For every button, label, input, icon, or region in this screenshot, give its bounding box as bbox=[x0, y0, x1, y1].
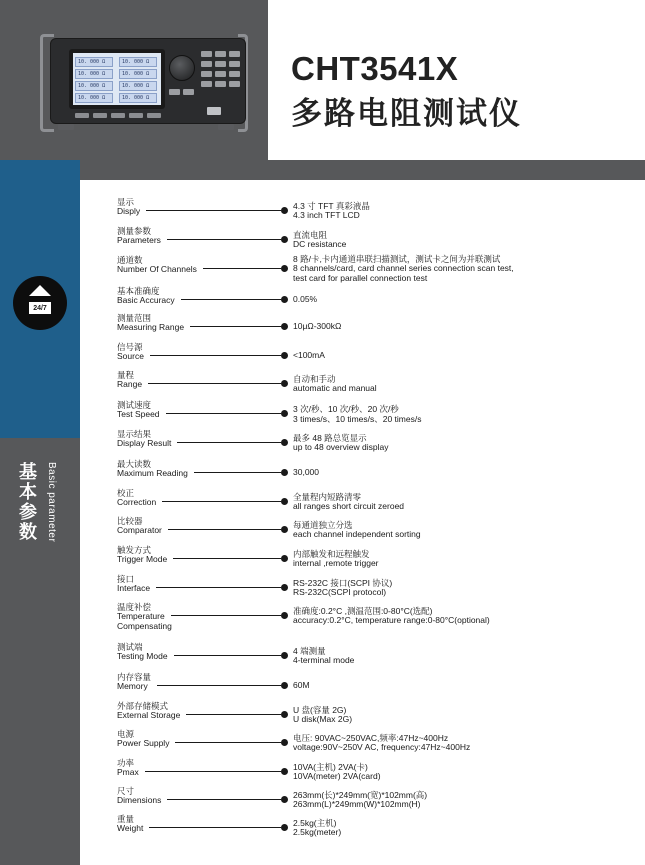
spec-value: DC resistance bbox=[293, 239, 347, 249]
spec-value: 3 次/秒、10 次/秒、20 次/秒 bbox=[293, 404, 399, 414]
bullet-dot-icon bbox=[281, 323, 288, 330]
spec-label-cn: 量程 bbox=[117, 370, 135, 380]
spec-label-cn: 接口 bbox=[117, 574, 135, 584]
spec-value: 4.3 inch TFT LCD bbox=[293, 210, 360, 220]
leader-line bbox=[171, 615, 281, 616]
bullet-dot-icon bbox=[281, 207, 288, 214]
screen-cell: 10. 000 Ω bbox=[75, 57, 113, 67]
bullet-dot-icon bbox=[281, 498, 288, 505]
bullet-dot-icon bbox=[281, 555, 288, 562]
spec-label-cn: 外部存储模式 bbox=[117, 701, 169, 711]
instrument-foot bbox=[218, 124, 234, 130]
spec-value: 4 端测量 bbox=[293, 646, 326, 656]
spec-label-en: Disply bbox=[117, 206, 141, 216]
softkey-icon bbox=[129, 113, 143, 118]
spec-label-cn: 触发方式 bbox=[117, 545, 152, 555]
spec-label-cn: 内存容量 bbox=[117, 672, 152, 682]
keypad-key-icon bbox=[215, 81, 226, 87]
bullet-dot-icon bbox=[281, 526, 288, 533]
spec-value: 10VA(主机) 2VA(卡) bbox=[293, 762, 368, 772]
spec-label-cn: 功率 bbox=[117, 758, 135, 768]
spec-value: 每通道独立分选 bbox=[293, 520, 353, 530]
keypad-key-icon bbox=[201, 51, 212, 57]
spec-label-cn: 显示结果 bbox=[117, 429, 152, 439]
spec-value: 263mm(L)*249mm(W)*102mm(H) bbox=[293, 799, 421, 809]
keypad-key-icon bbox=[201, 61, 212, 67]
spec-value: voltage:90V~250V AC, frequency:47Hz~400Hz bbox=[293, 742, 471, 752]
keypad-key-icon bbox=[229, 81, 240, 87]
keypad-key-icon bbox=[183, 89, 194, 95]
keypad-key-icon bbox=[229, 71, 240, 77]
spec-label-en: Range bbox=[117, 379, 143, 389]
spec-label-en: Interface bbox=[117, 583, 151, 593]
spec-label-cn: 比较器 bbox=[117, 516, 143, 526]
bullet-dot-icon bbox=[281, 296, 288, 303]
spec-label-cn: 最大读数 bbox=[117, 459, 152, 469]
instrument-foot bbox=[58, 124, 74, 130]
spec-value: 60M bbox=[293, 680, 310, 690]
spec-value: 直流电阻 bbox=[293, 230, 328, 240]
spec-value: 最多 48 路总览显示 bbox=[293, 433, 367, 443]
model-title: CHT3541X bbox=[291, 50, 459, 87]
leader-line bbox=[166, 413, 281, 414]
spec-value: RS-232C 接口(SCPI 协议) bbox=[293, 578, 393, 588]
screen-cell: 10. 000 Ω bbox=[119, 57, 157, 67]
leader-line bbox=[177, 442, 281, 443]
header-bottom-band bbox=[80, 160, 645, 180]
spec-label-cn: 基本准确度 bbox=[117, 286, 160, 296]
usb-port-icon bbox=[207, 107, 221, 115]
leader-line bbox=[157, 685, 281, 686]
spec-value: 3 times/s、10 times/s、20 times/s bbox=[293, 414, 422, 424]
house-icon bbox=[28, 284, 52, 304]
screen-cell: 10. 000 Ω bbox=[119, 93, 157, 103]
softkey-icon bbox=[147, 113, 161, 118]
spec-label-en: Measuring Range bbox=[117, 322, 185, 332]
softkey-icon bbox=[75, 113, 89, 118]
bullet-dot-icon bbox=[281, 265, 288, 272]
keypad-key-icon bbox=[215, 71, 226, 77]
rotary-knob-icon bbox=[169, 55, 195, 81]
leader-line bbox=[149, 827, 281, 828]
spec-value: 30,000 bbox=[293, 467, 319, 477]
screen-cell: 10. 000 Ω bbox=[75, 93, 113, 103]
spec-label-cn: 测量范围 bbox=[117, 313, 152, 323]
section-title-cn: 基本参数 bbox=[17, 462, 37, 542]
leader-line bbox=[146, 210, 281, 211]
spec-value: 自动和手动 bbox=[293, 374, 336, 384]
leader-line bbox=[181, 299, 281, 300]
leader-line bbox=[145, 771, 281, 772]
spec-label-cn: 尺寸 bbox=[117, 786, 135, 796]
leader-line bbox=[150, 355, 281, 356]
badge-24-7 bbox=[13, 276, 67, 330]
keypad-key-icon bbox=[229, 61, 240, 67]
keypad-key-icon bbox=[201, 71, 212, 77]
spec-value: U disk(Max 2G) bbox=[293, 714, 353, 724]
spec-label-en: Display Result bbox=[117, 438, 172, 448]
badge-text: 24/7 bbox=[33, 305, 47, 312]
spec-value: test card for parallel connection test bbox=[293, 273, 428, 283]
spec-label-cn: 测量参数 bbox=[117, 226, 152, 236]
spec-value: accuracy:0.2°C, temperature range:0-80°C(optional) bbox=[293, 615, 490, 625]
spec-value: 4-terminal mode bbox=[293, 655, 355, 665]
spec-label-en: Dimensions bbox=[117, 795, 162, 805]
bullet-dot-icon bbox=[281, 352, 288, 359]
softkey-icon bbox=[111, 113, 125, 118]
keypad-key-icon bbox=[169, 89, 180, 95]
spec-label-cn: 显示 bbox=[117, 197, 135, 207]
spec-label-en: Trigger Mode bbox=[117, 554, 168, 564]
bullet-dot-icon bbox=[281, 236, 288, 243]
spec-label-cn: 测试端 bbox=[117, 642, 143, 652]
leader-line bbox=[190, 326, 281, 327]
spec-label-en: Pmax bbox=[117, 767, 139, 777]
spec-value: 10VA(meter) 2VA(card) bbox=[293, 771, 381, 781]
spec-value: 8 路/卡,卡内通道串联扫描测试，测试卡之间为并联测试 bbox=[293, 254, 501, 264]
spec-label-cn: 通道数 bbox=[117, 255, 143, 265]
spec-value: automatic and manual bbox=[293, 383, 377, 393]
spec-label-en: Weight bbox=[117, 823, 144, 833]
spec-label-en: Maximum Reading bbox=[117, 468, 188, 478]
leader-line bbox=[186, 714, 281, 715]
header bbox=[0, 0, 645, 160]
bullet-dot-icon bbox=[281, 469, 288, 476]
spec-label-cn: 校正 bbox=[117, 488, 135, 498]
spec-label-cn: 温度补偿 bbox=[117, 602, 152, 612]
spec-value: <100mA bbox=[293, 350, 325, 360]
spec-value: up to 48 overview display bbox=[293, 442, 389, 452]
spec-value: 4.3 寸 TFT 真彩液晶 bbox=[293, 201, 370, 211]
bullet-dot-icon bbox=[281, 584, 288, 591]
leader-line bbox=[194, 472, 281, 473]
spec-label-en: Parameters bbox=[117, 235, 161, 245]
leader-line bbox=[203, 268, 281, 269]
bullet-dot-icon bbox=[281, 796, 288, 803]
spec-value: 10μΩ-300kΩ bbox=[293, 321, 342, 331]
spec-value: 2.5kg(meter) bbox=[293, 827, 342, 837]
spec-label-en: Comparator bbox=[117, 525, 162, 535]
leader-line bbox=[162, 501, 281, 502]
spec-value: RS-232C(SCPI protocol) bbox=[293, 587, 387, 597]
spec-label-cn: 电源 bbox=[117, 729, 135, 739]
bullet-dot-icon bbox=[281, 439, 288, 446]
spec-value: 2.5kg(主机) bbox=[293, 818, 337, 828]
spec-value: 全量程内短路清零 bbox=[293, 492, 362, 502]
keypad-key-icon bbox=[215, 61, 226, 67]
leader-line bbox=[167, 799, 281, 800]
spec-label-en: Source bbox=[117, 351, 144, 361]
leader-line bbox=[175, 742, 281, 743]
instrument-image bbox=[40, 34, 248, 132]
screen-cell: 10. 000 Ω bbox=[75, 69, 113, 79]
spec-label-cn: 重量 bbox=[117, 814, 135, 824]
spec-label-en: Power Supply bbox=[117, 738, 170, 748]
bullet-dot-icon bbox=[281, 612, 288, 619]
spec-label-en: Compensating bbox=[117, 621, 172, 631]
spec-label-en: Memory bbox=[117, 681, 148, 691]
spec-value: each channel independent sorting bbox=[293, 529, 421, 539]
keypad-key-icon bbox=[229, 51, 240, 57]
screen-cell: 10. 000 Ω bbox=[119, 81, 157, 91]
spec-label-cn: 信号源 bbox=[117, 342, 143, 352]
keypad-key-icon bbox=[201, 81, 212, 87]
spec-value: 电压: 90VAC~250VAC,频率:47Hz~400Hz bbox=[293, 733, 449, 743]
spec-value: all ranges short circuit zeroed bbox=[293, 501, 405, 511]
spec-value: internal ,remote trigger bbox=[293, 558, 379, 568]
bullet-dot-icon bbox=[281, 410, 288, 417]
product-title: 多路电阻测试仪 bbox=[291, 96, 522, 131]
instrument-body bbox=[50, 38, 246, 124]
section-title-en: Basic parameter bbox=[46, 462, 57, 543]
instrument-screen bbox=[73, 53, 161, 105]
keypad-key-icon bbox=[215, 51, 226, 57]
spec-value: 0.05% bbox=[293, 294, 318, 304]
spec-label-cn: 测试速度 bbox=[117, 400, 152, 410]
spec-value: 准确度:0.2°C ,测温范围:0-80°C(选配) bbox=[293, 606, 433, 616]
spec-label-en: External Storage bbox=[117, 710, 181, 720]
spec-label-en: Temperature bbox=[117, 611, 165, 621]
bullet-dot-icon bbox=[281, 768, 288, 775]
spec-value: 263mm(长)*249mm(宽)*102mm(高) bbox=[293, 790, 428, 800]
spec-label-en: Number Of Channels bbox=[117, 264, 197, 274]
spec-value: U 盘(容量 2G) bbox=[293, 705, 347, 715]
spec-value: 内部触发和远程触发 bbox=[293, 549, 370, 559]
screen-cell: 10. 000 Ω bbox=[119, 69, 157, 79]
spec-label-en: Basic Accuracy bbox=[117, 295, 175, 305]
spec-label-en: Testing Mode bbox=[117, 651, 168, 661]
bullet-dot-icon bbox=[281, 380, 288, 387]
screen-cell: 10. 000 Ω bbox=[75, 81, 113, 91]
bullet-dot-icon bbox=[281, 711, 288, 718]
bullet-dot-icon bbox=[281, 739, 288, 746]
leader-line bbox=[168, 529, 281, 530]
spec-label-en: Test Speed bbox=[117, 409, 160, 419]
leader-line bbox=[174, 655, 281, 656]
leader-line bbox=[156, 587, 281, 588]
leader-line bbox=[173, 558, 281, 559]
bullet-dot-icon bbox=[281, 652, 288, 659]
leader-line bbox=[167, 239, 281, 240]
bullet-dot-icon bbox=[281, 682, 288, 689]
softkey-icon bbox=[93, 113, 107, 118]
spec-value: 8 channels/card, card channel series connection scan test, bbox=[293, 263, 514, 273]
spec-label-en: Correction bbox=[117, 497, 157, 507]
bullet-dot-icon bbox=[281, 824, 288, 831]
leader-line bbox=[148, 383, 281, 384]
